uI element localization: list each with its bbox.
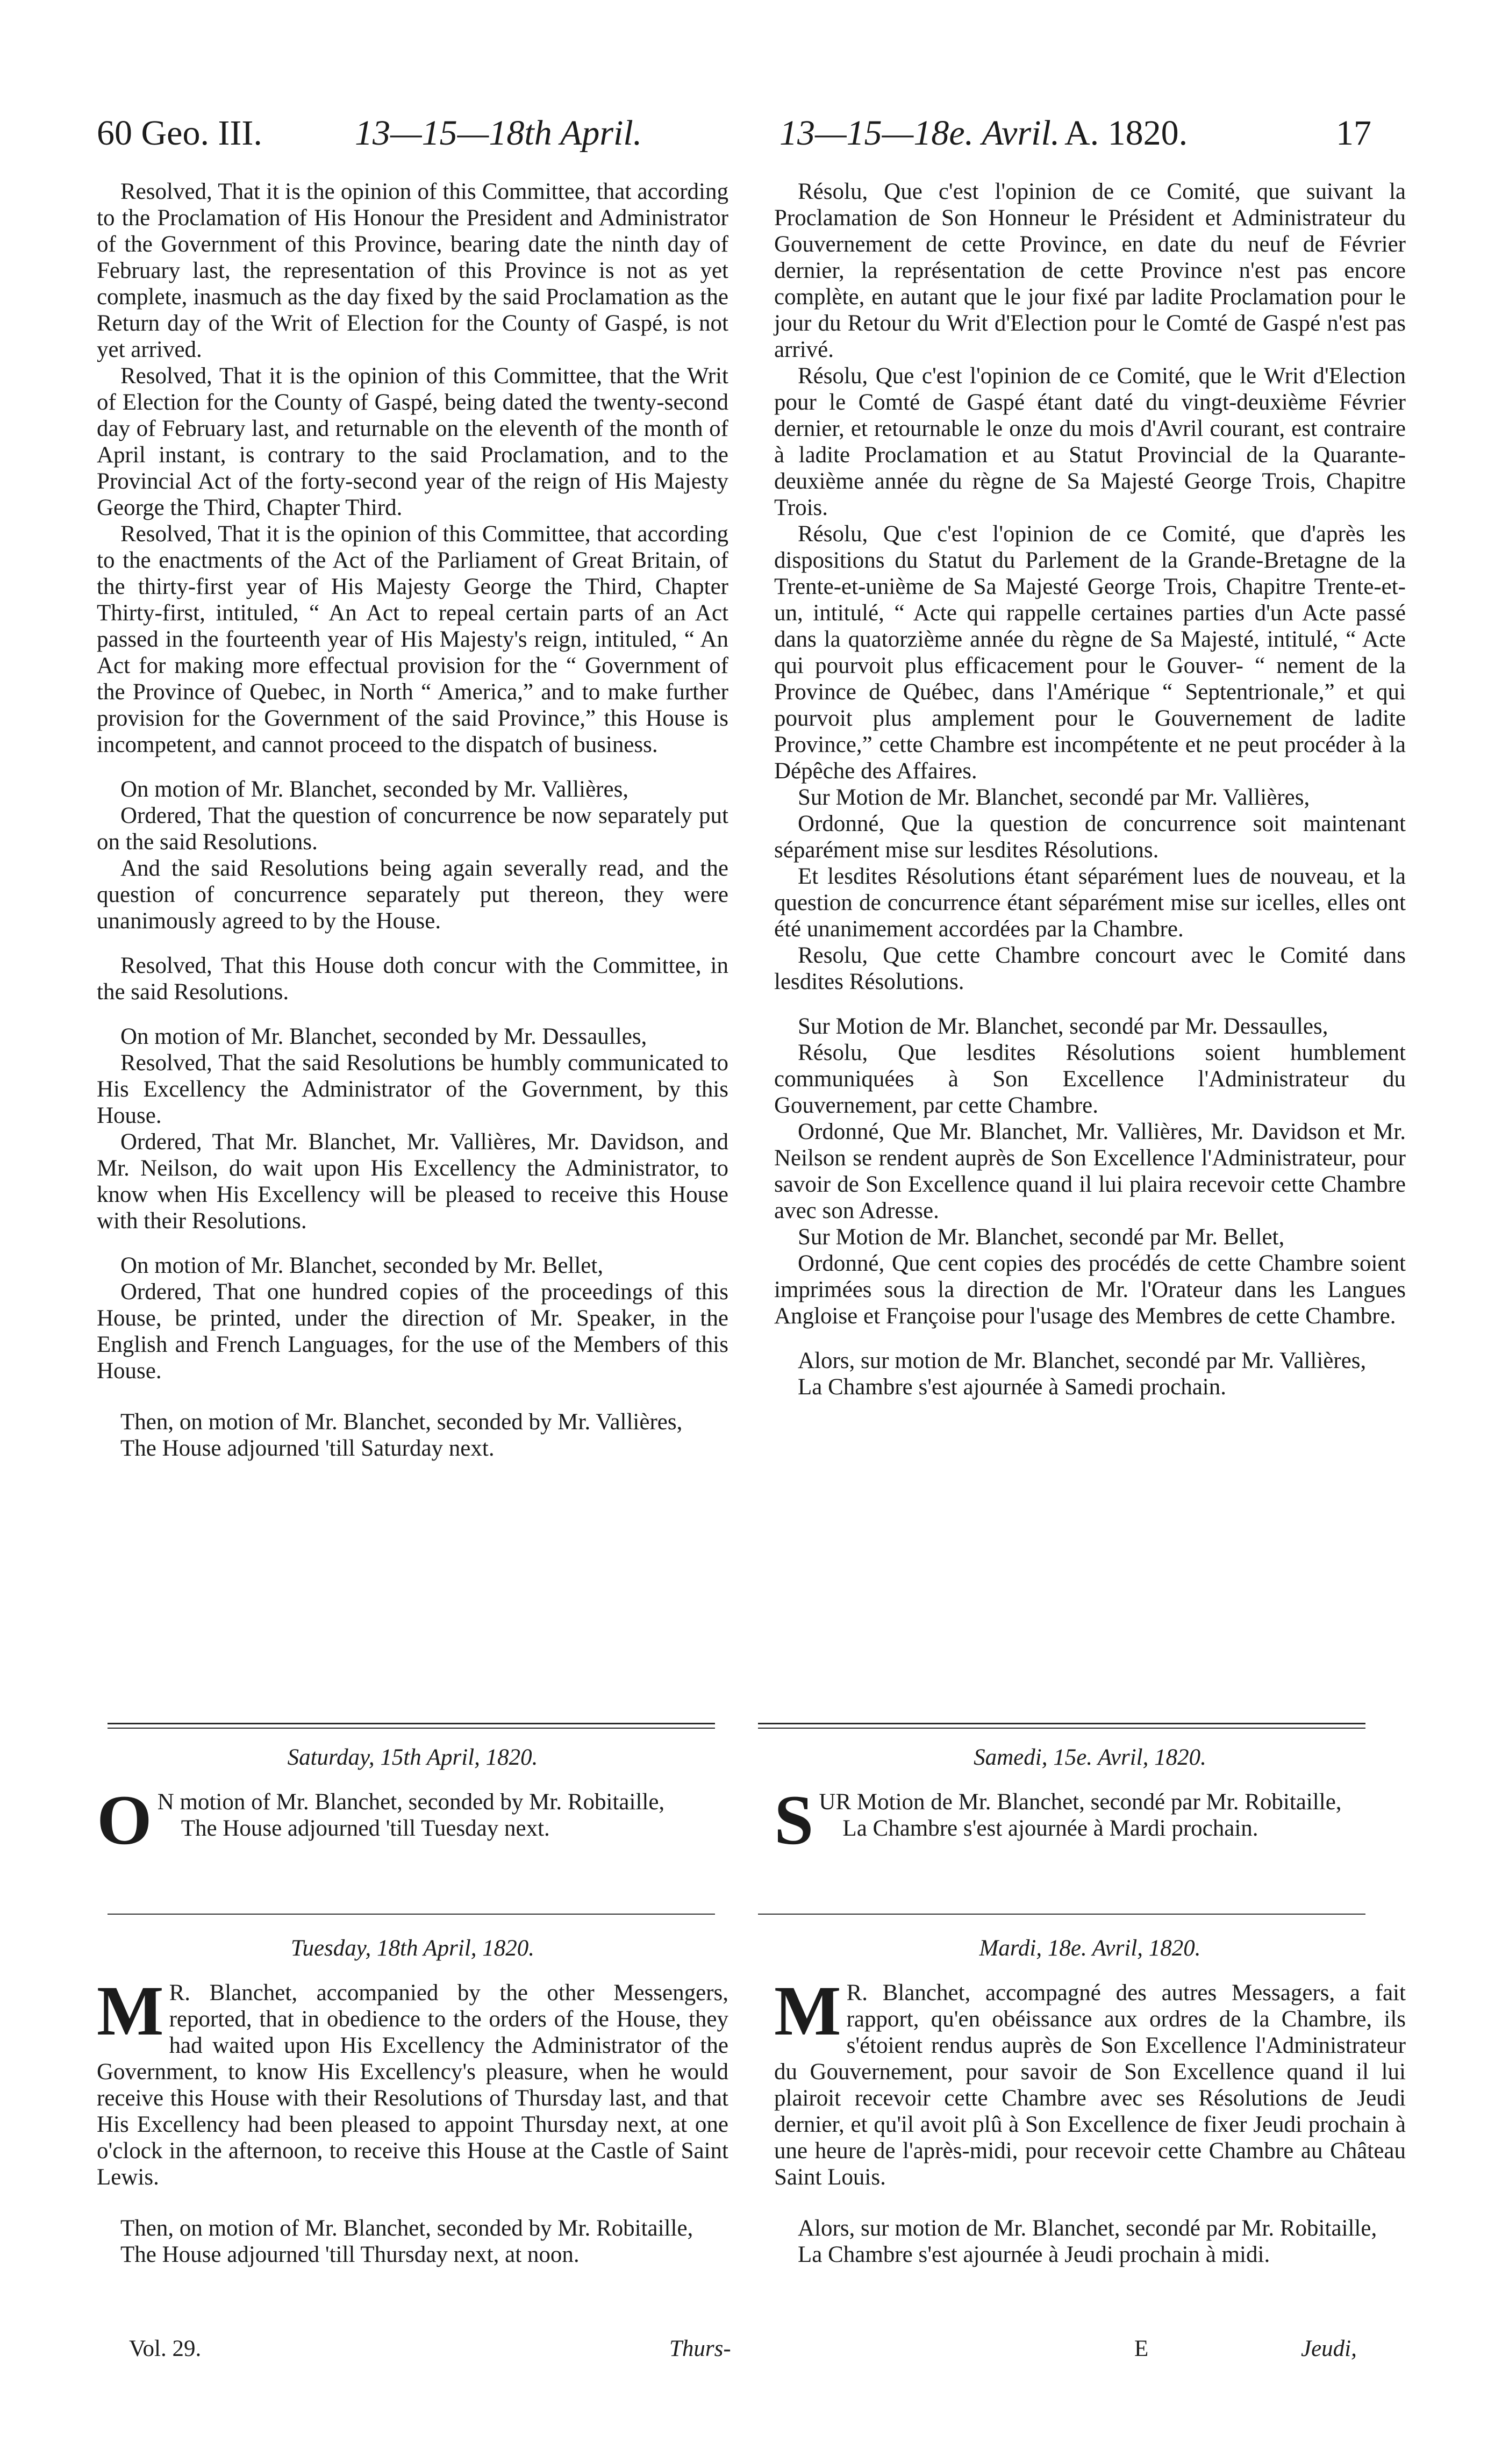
english-column-top: [97, 178, 728, 1462]
saturday-english: [97, 1744, 728, 1859]
drop-capital: S: [774, 1780, 814, 1859]
header-year: A. 1820.: [1064, 113, 1188, 153]
drop-capital: O: [97, 1780, 152, 1859]
paragraph: The House adjourned 'till Saturday next.: [120, 1436, 495, 1461]
paragraph: La Chambre s'est ajournée à Samedi prochain.: [798, 1374, 1226, 1400]
section-rule: [108, 1914, 715, 1915]
paragraph: Resolved, That it is the opinion of this Committee, that according to the Proclamation of His Honour the President and Administrator of the Government of this Province, bearing date the ninth day of February last, the representation of this Province is not as yet complete, inasmuch as the day fixed by the said Proclamation as the Return day of the Writ of Election for the County of Gaspé, is not yet arrived.: [97, 179, 728, 362]
signature-mark: E: [1134, 2336, 1149, 2361]
paragraph: On motion of Mr. Blanchet, seconded by Mr. Vallières,: [120, 777, 629, 802]
paragraph: Résolu, Que c'est l'opinion de ce Comité, que d'après les dispositions du Statut du Parlement de la Grande-Bretagne de la Trente-et-unième de Sa Majesté George Trois, Chapitre Trente-et-un, intitulé, “ Acte qui rappelle certaines parties d'un Acte passé dans la quatorzième année du règne de Sa Majesté, intitulé, “ Acte qui pourvoit plus efficacement pour le Gouver- “ nement de la Province de Québec, dans l'Amérique “ Septentrionale,” et qui pourvoit plus amplement pour le Gouvernement de ladite Province,” cette Chambre est incompétente et ne peut procéder à la Dépêche des Affaires.: [774, 521, 1406, 784]
paragraph: Then, on motion of Mr. Blanchet, seconded by Mr. Robitaille,: [120, 2216, 693, 2241]
paragraph: Ordonné, Que la question de concurrence soit maintenant séparément mise sur lesdites Résolutions.: [774, 811, 1406, 863]
paragraph: Resolved, That it is the opinion of this Committee, that the Writ of Election for the County of Gaspé, being dated the twenty-second day of February last, and returnable on the eleventh of the month of April instant, is contrary to the said Proclamation, and to the Provincial Act of the forty-second year of the reign of His Majesty George the Third, Chapter Third.: [97, 363, 728, 520]
paragraph: Résolu, Que lesdites Résolutions soient humblement communiquées à Son Excellence l'Administrateur du Gouvernement, par cette Chambre.: [774, 1040, 1406, 1118]
catchword-french: Jeudi,: [1301, 2336, 1357, 2361]
tuesday-french: [774, 1935, 1406, 2268]
paragraph: R. Blanchet, accompagné des autres Messagers, a fait rapport, qu'en obéissance aux ordres de la Chambre, ils s'étoient rendus auprès de Son Excellence l'Administrateur du Gouvernement, pour savoir de Son Excellence quand il lui plairoit recevoir cette Chambre avec ses Résolutions de Jeudi dernier, et qu'il avoit plû à Son Excellence de fixer Jeudi prochain à une heure de l'après-midi, pour recevoir cette Chambre au Château Saint Louis.: [774, 1980, 1406, 2190]
sitting-date: Mardi, 18e. Avril, 1820.: [979, 1936, 1201, 1961]
sitting-date: Samedi, 15e. Avril, 1820.: [974, 1745, 1206, 1770]
saturday-french: [774, 1744, 1406, 1859]
catchword-english: Thurs-: [669, 2336, 731, 2361]
paragraph: Resolved, That the said Resolutions be humbly communicated to His Excellency the Administrator of the Government, by this House.: [97, 1050, 728, 1128]
drop-capital: M: [774, 1971, 841, 2050]
page-header: [97, 113, 1376, 161]
paragraph: N motion of Mr. Blanchet, seconded by Mr. Robitaille,: [157, 1789, 665, 1815]
paragraph: Then, on motion of Mr. Blanchet, seconded by Mr. Vallières,: [120, 1409, 683, 1435]
paragraph: Ordered, That Mr. Blanchet, Mr. Vallières, Mr. Davidson, and Mr. Neilson, do wait upon His Excellency the Administrator, to know when His Excellency will be pleased to receive this House with their Resolutions.: [97, 1129, 728, 1234]
header-regnal-year: 60 Geo. III.: [97, 113, 262, 153]
paragraph: Résolu, Que c'est l'opinion de ce Comité, que le Writ d'Election pour le Comté de Gaspé étant daté du vingt-deuxième Février dernier, et retournable le onze du mois d'Avril courant, est contraire à ladite Proclamation et au Statut Provincial de la Quarante-deuxième année du règne de Sa Majesté George Trois, Chapitre Trois.: [774, 363, 1406, 520]
paragraph: La Chambre s'est ajournée à Mardi prochain.: [842, 1816, 1258, 1841]
tuesday-english: [97, 1935, 728, 2268]
paragraph: UR Motion de Mr. Blanchet, secondé par Mr. Robitaille,: [819, 1789, 1342, 1815]
paragraph: R. Blanchet, accompanied by the other Messengers, reported, that in obedience to the orders of the House, they had waited upon His Excellency the Administrator of the Government, to know His Excellency's pleasure, when he would receive this House with their Resolutions of Thursday last, and that His Excellency had been pleased to appoint Thursday next, at one o'clock in the afternoon, to receive this House at the Castle of Saint Lewis.: [97, 1980, 728, 2190]
paragraph: Ordered, That one hundred copies of the proceedings of this House, be printed, under the direction of Mr. Speaker, in the English and French Languages, for the use of the Members of this House.: [97, 1279, 728, 1384]
section-rule: [758, 1914, 1365, 1915]
paragraph: And the said Resolutions being again severally read, and the question of concurrence separately put thereon, they were unanimously agreed to by the House.: [97, 856, 728, 934]
french-column-top: [774, 178, 1406, 1400]
paragraph: Ordonné, Que cent copies des procédés de cette Chambre soient imprimées sous la direction de Mr. l'Orateur dans les Langues Angloise et Françoise pour l'usage des Membres de cette Chambre.: [774, 1251, 1406, 1329]
section-rule: [758, 1723, 1365, 1724]
paragraph: Sur Motion de Mr. Blanchet, secondé par Mr. Dessaulles,: [798, 1014, 1328, 1039]
paragraph: Sur Motion de Mr. Blanchet, secondé par Mr. Bellet,: [798, 1224, 1285, 1250]
paragraph: Resolved, That this House doth concur with the Committee, in the said Resolutions.: [97, 953, 728, 1005]
paragraph: Resolu, Que cette Chambre concourt avec le Comité dans lesdites Résolutions.: [774, 943, 1406, 994]
volume-number: Vol. 29.: [129, 2336, 202, 2361]
paragraph: The House adjourned 'till Tuesday next.: [181, 1816, 550, 1841]
page-number: 17: [1336, 113, 1371, 153]
paragraph: Et lesdites Résolutions étant séparément lues de nouveau, et la question de concurrence étant séparément mise sur icelles, elles ont été unanimement accordées par la Chambre.: [774, 864, 1406, 942]
header-dates-french: 13—15—18e. Avril.: [779, 113, 1060, 153]
section-rule: [108, 1723, 715, 1724]
paragraph: Ordered, That the question of concurrence be now separately put on the said Resolutions.: [97, 803, 728, 855]
paragraph: Alors, sur motion de Mr. Blanchet, secondé par Mr. Vallières,: [798, 1348, 1367, 1373]
paragraph: The House adjourned 'till Thursday next, at noon.: [120, 2242, 580, 2267]
drop-capital: M: [97, 1971, 164, 2050]
paragraph: Alors, sur motion de Mr. Blanchet, secondé par Mr. Robitaille,: [798, 2216, 1377, 2241]
paragraph: Resolved, That it is the opinion of this Committee, that according to the enactments of the Act of the Parliament of Great Britain, of the thirty-first year of His Majesty George the Third, Chapter Thirty-first, intituled, “ An Act to repeal certain parts of an Act passed in the fourteenth year of His Majesty's reign, intituled, “ An Act for making more effectual provision for the “ Government of the Province of Quebec, in North “ America,” and to make further provision for the Government of the said Province,” this House is incompetent, and cannot proceed to the dispatch of business.: [97, 521, 728, 757]
paragraph: On motion of Mr. Blanchet, seconded by Mr. Bellet,: [120, 1253, 604, 1278]
header-dates-english: 13—15—18th April.: [355, 113, 642, 153]
paragraph: On motion of Mr. Blanchet, seconded by Mr. Dessaulles,: [120, 1024, 647, 1049]
sitting-date: Saturday, 15th April, 1820.: [287, 1745, 538, 1770]
paragraph: Ordonné, Que Mr. Blanchet, Mr. Vallières, Mr. Davidson et Mr. Neilson se rendent auprès de Son Excellence l'Administrateur, pour savoir de Son Excellence quand il lui plaira recevoir cette Chambre avec son Adresse.: [774, 1119, 1406, 1223]
sitting-date: Tuesday, 18th April, 1820.: [290, 1936, 535, 1961]
paragraph: La Chambre s'est ajournée à Jeudi prochain à midi.: [798, 2242, 1270, 2267]
paragraph: Sur Motion de Mr. Blanchet, secondé par Mr. Vallières,: [798, 785, 1310, 810]
paragraph: Résolu, Que c'est l'opinion de ce Comité, que suivant la Proclamation de Son Honneur le Président et Administrateur du Gouvernement de cette Province, en date du neuf de Février dernier, la représentation de cette Province n'est pas encore complète, en autant que le jour fixé par ladite Proclamation pour le jour du Retour du Writ d'Election pour le Comté de Gaspé n'est pas arrivé.: [774, 179, 1406, 362]
